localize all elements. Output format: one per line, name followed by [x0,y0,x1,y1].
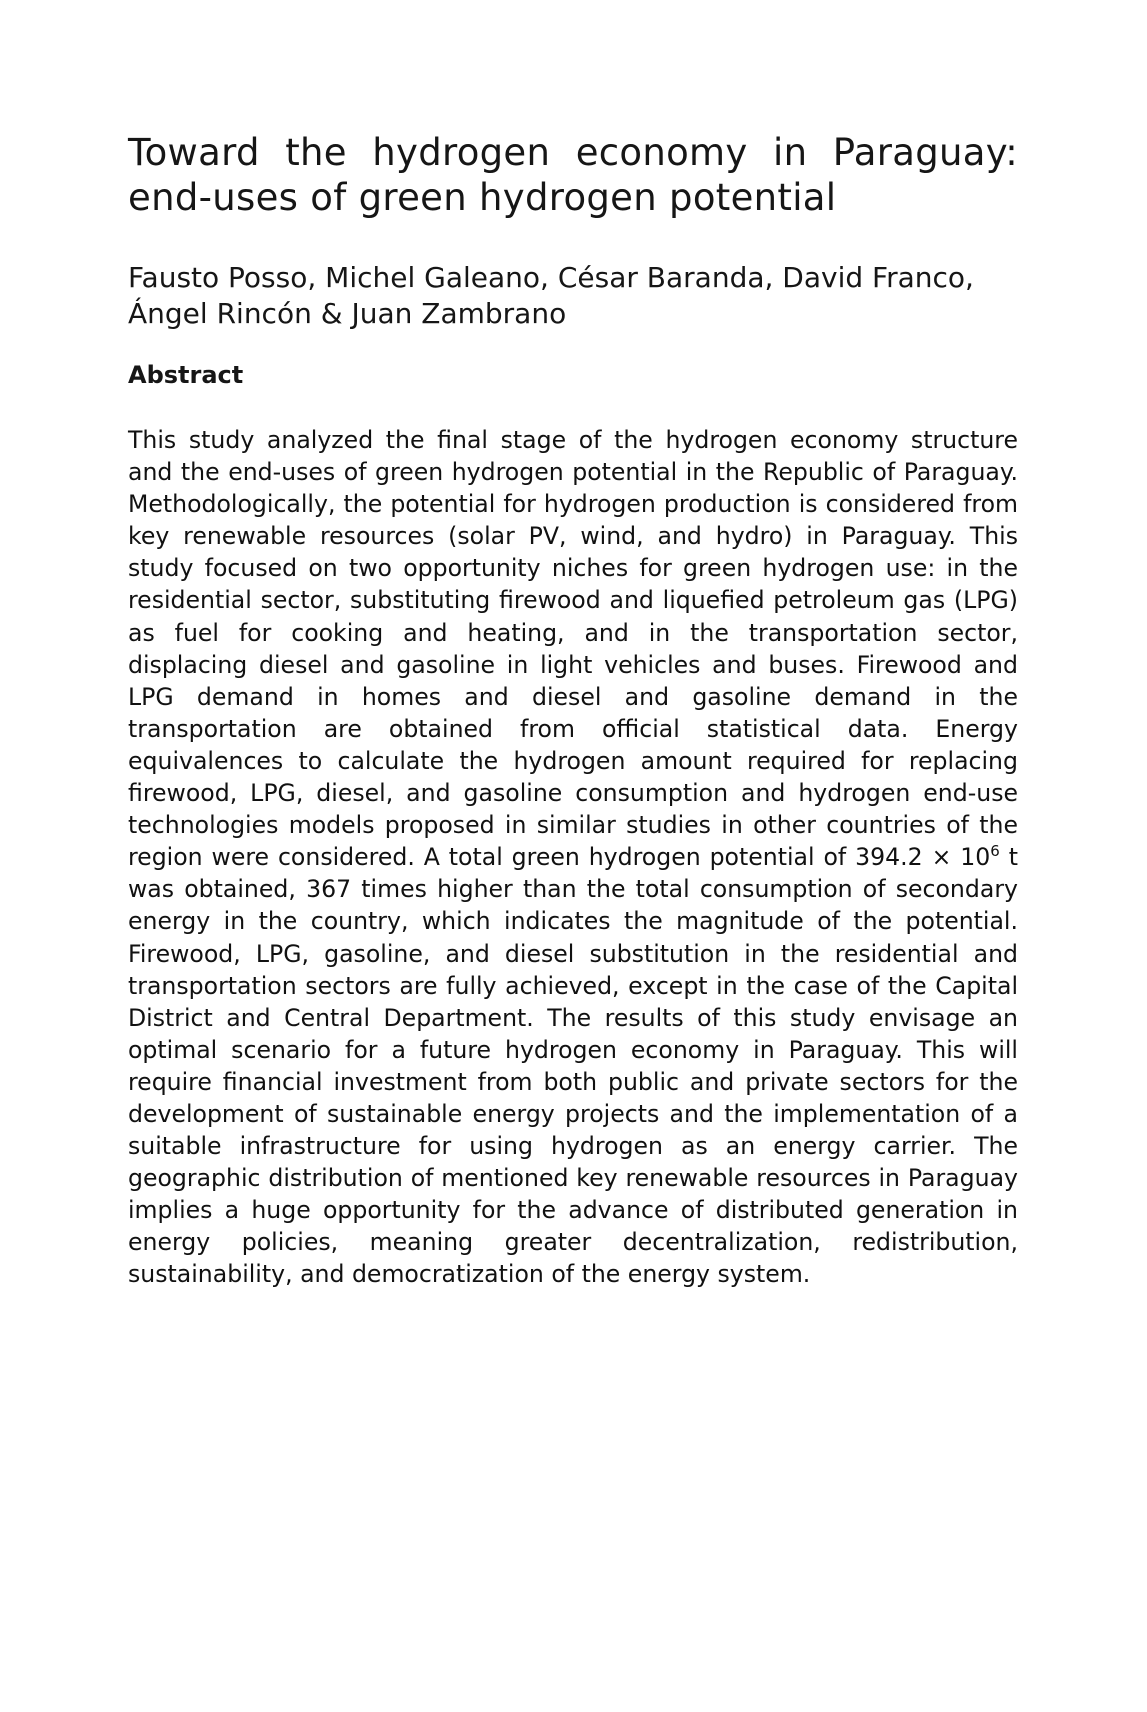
abstract-exponent: 6 [990,842,1000,861]
abstract-text-part-2: t was obtained, 367 times higher than the total consumption of secondary energy in the country, which indicates the magnitude of the potential. Firewood, LPG, gasoline, and diesel substitution in the residential and transportation sectors are fully achieved, except in the case of the Capital District and Central Department. The results of this study envisage an optimal scenario for a future hydrogen economy in Paraguay. This will require financial investment from both public and private sectors for the development of sustainable energy projects and the implementation of a suitable infrastructure for using hydrogen as an energy carrier. The geographic distribution of mentioned key renewable resources in Paraguay implies a huge opportunity for the advance of distributed generation in energy policies, meaning greater decentralization, redistribution, sustainability, and democratization of the energy system. [128,843,1018,1289]
abstract-body [128,424,1018,1291]
paper-page [128,130,1018,1291]
abstract-text-part-1: This study analyzed the final stage of the hydrogen economy structure and the end-uses of green hydrogen potential in the Republic of Paraguay. Methodologically, the potential for hydrogen production is considered from key renewable resources (solar PV, wind, and hydro) in Paraguay. This study focused on two opportunity niches for green hydrogen use: in the residential sector, substituting firewood and liquefied petroleum gas (LPG) as fuel for cooking and heating, and in the transportation sector, displacing diesel and gasoline in light vehicles and buses. Firewood and LPG demand in homes and diesel and gasoline demand in the transportation are obtained from official statistical data. Energy equivalences to calculate the hydrogen amount required for replacing firewood, LPG, diesel, and gasoline consumption and hydrogen end-use technologies models proposed in similar studies in other countries of the region were considered. A total green hydrogen potential of 394.2 × 10 [128,426,1018,872]
abstract-heading: Abstract [128,361,244,389]
paper-authors: Fausto Posso, Michel Galeano, César Baranda, David Franco, Ángel Rincón & Juan Zambrano [128,261,974,330]
paper-title: Toward the hydrogen economy in Paraguay: end-uses of green hydrogen potential [128,131,1018,219]
